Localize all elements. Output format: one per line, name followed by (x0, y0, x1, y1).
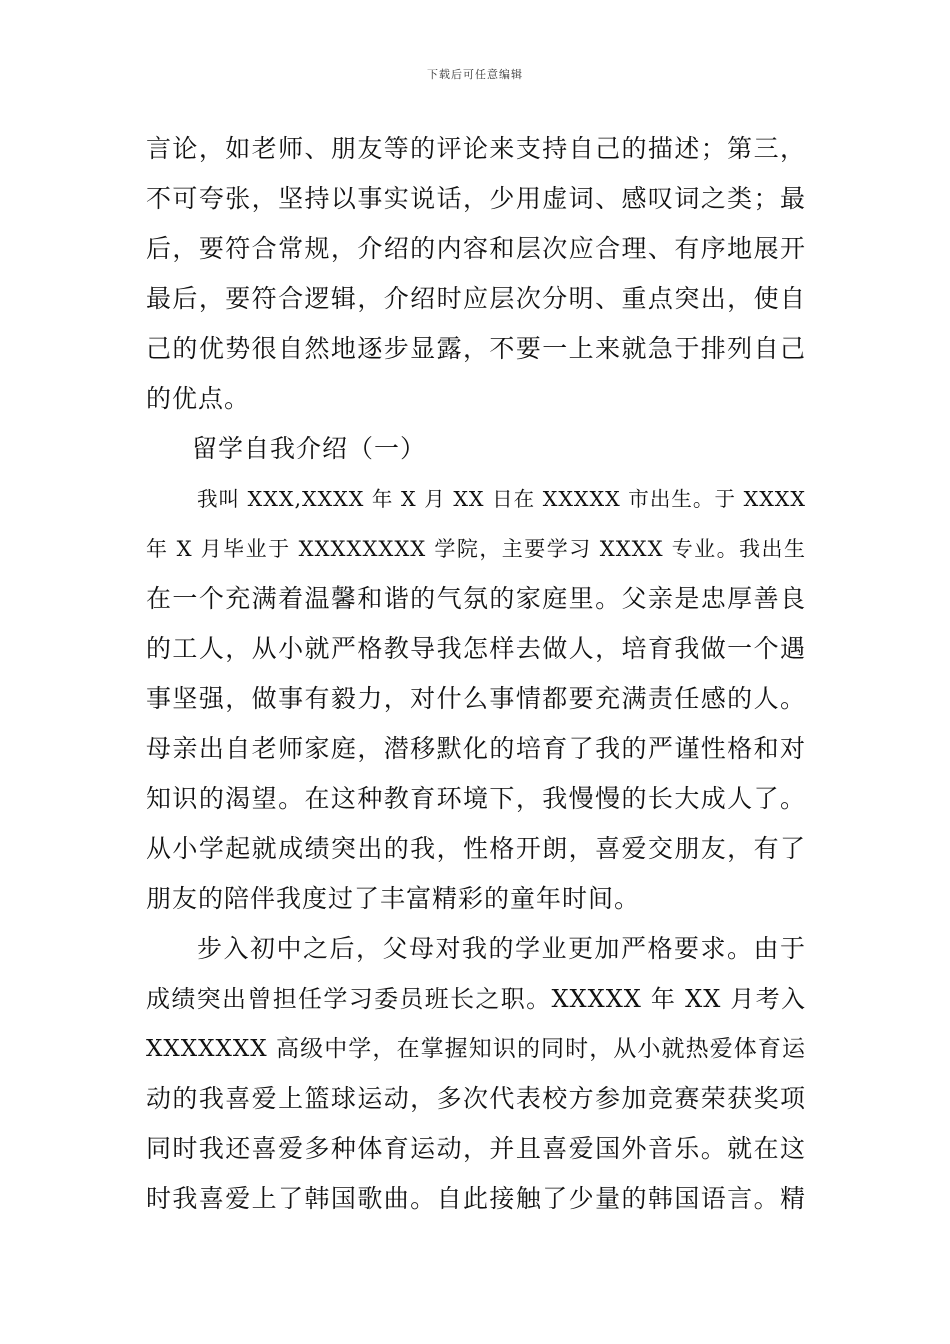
text-line: 在一个充满着温馨和谐的气氛的家庭里。父亲是忠厚善良 (146, 584, 806, 613)
section-heading: 留学自我介绍（一） (192, 434, 427, 463)
text-line: 我叫 XXX,XXXX 年 X 月 XX 日在 XXXXX 市出生。于 XXXX (197, 487, 806, 511)
text-line: 母亲出自老师家庭，潜移默化的培育了我的严谨性格和对 (146, 734, 806, 763)
text-line: XXXXXXX 高级中学，在掌握知识的同时，从小就热爱体育运 (146, 1036, 806, 1062)
text-line: 成绩突出曾担任学习委员班长之职。XXXXX 年 XX 月考入 (146, 985, 806, 1013)
text-line: 己的优势很自然地逐步显露，不要一上来就急于排列自己 (146, 334, 806, 363)
text-line: 事坚强，做事有毅力，对什么事情都要充满责任感的人。 (146, 684, 806, 713)
text-line: 知识的渴望。在这种教育环境下，我慢慢的长大成人了。 (146, 784, 806, 813)
text-line: 最后，要符合逻辑，介绍时应层次分明、重点突出，使自 (146, 284, 806, 313)
text-line: 年 X 月毕业于 XXXXXXXX 学院，主要学习 XXXX 专业。我出生 (146, 537, 806, 561)
text-line: 时我喜爱上了韩国歌曲。自此接触了少量的韩国语言。精 (146, 1184, 806, 1213)
text-line: 步入初中之后，父母对我的学业更加严格要求。由于 (197, 934, 806, 963)
text-line: 的优点。 (146, 384, 251, 413)
text-line: 从小学起就成绩突出的我，性格开朗，喜爱交朋友，有了 (146, 834, 806, 863)
text-line: 朋友的陪伴我度过了丰富精彩的童年时间。 (146, 884, 641, 913)
page-header: 下载后可任意编辑 (427, 68, 523, 81)
text-line: 的工人，从小就严格教导我怎样去做人，培育我做一个遇 (146, 634, 806, 663)
text-line: 同时我还喜爱多种体育运动，并且喜爱国外音乐。就在这 (146, 1134, 806, 1163)
text-line: 后，要符合常规，介绍的内容和层次应合理、有序地展开 (146, 234, 806, 263)
text-line: 不可夸张，坚持以事实说话，少用虚词、感叹词之类；最 (146, 184, 806, 213)
text-line: 动的我喜爱上篮球运动，多次代表校方参加竞赛荣获奖项 (146, 1084, 806, 1113)
text-line: 言论，如老师、朋友等的评论来支持自己的描述；第三， (146, 134, 806, 163)
